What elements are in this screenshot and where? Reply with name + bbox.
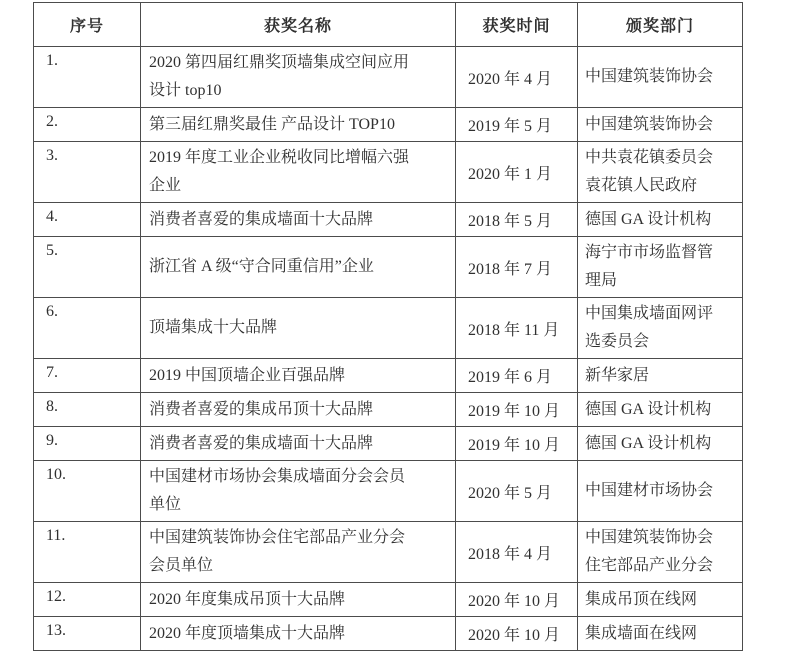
table-row <box>34 583 743 617</box>
table-row <box>34 47 743 108</box>
award-date-cell: 2020 年 5 月 <box>456 461 578 522</box>
award-date-cell: 2020 年 10 月 <box>456 617 578 651</box>
award-dept-cell: 中国建材市场协会 <box>578 461 743 522</box>
serial-cell: 11. <box>34 522 141 583</box>
award-date-cell: 2018 年 7 月 <box>456 237 578 298</box>
award-name-cell: 消费者喜爱的集成墙面十大品牌 <box>141 203 456 237</box>
awards-table <box>33 2 743 651</box>
award-date-cell: 2020 年 4 月 <box>456 47 578 108</box>
award-name-cell: 2019 年度工业企业税收同比增幅六强企业 <box>141 142 456 203</box>
award-name-cell: 浙江省 A 级“守合同重信用”企业 <box>141 237 456 298</box>
award-name-cell: 消费者喜爱的集成墙面十大品牌 <box>141 427 456 461</box>
award-dept-cell: 德国 GA 设计机构 <box>578 393 743 427</box>
award-name-cell: 第三届红鼎奖最佳 产品设计 TOP10 <box>141 108 456 142</box>
serial-cell: 10. <box>34 461 141 522</box>
award-name-cell: 2020 年度集成吊顶十大品牌 <box>141 583 456 617</box>
serial-cell: 5. <box>34 237 141 298</box>
table-row <box>34 359 743 393</box>
serial-cell: 1. <box>34 47 141 108</box>
serial-cell: 9. <box>34 427 141 461</box>
award-dept-cell: 新华家居 <box>578 359 743 393</box>
award-date-cell: 2020 年 10 月 <box>456 583 578 617</box>
table-row <box>34 298 743 359</box>
award-date-cell: 2018 年 5 月 <box>456 203 578 237</box>
serial-cell: 12. <box>34 583 141 617</box>
header-award-dept: 颁奖部门 <box>578 3 743 47</box>
award-name-cell: 消费者喜爱的集成吊顶十大品牌 <box>141 393 456 427</box>
award-name-cell: 中国建材市场协会集成墙面分会会员单位 <box>141 461 456 522</box>
table-row <box>34 237 743 298</box>
table-row <box>34 393 743 427</box>
award-dept-cell: 德国 GA 设计机构 <box>578 427 743 461</box>
table-row <box>34 427 743 461</box>
award-dept-cell: 中国建筑装饰协会 <box>578 47 743 108</box>
table-row <box>34 203 743 237</box>
award-dept-cell: 中共袁花镇委员会 袁花镇人民政府 <box>578 142 743 203</box>
award-dept-cell: 德国 GA 设计机构 <box>578 203 743 237</box>
award-dept-cell: 中国集成墙面网评选委员会 <box>578 298 743 359</box>
table-row <box>34 142 743 203</box>
award-date-cell: 2019 年 10 月 <box>456 427 578 461</box>
header-serial: 序号 <box>34 3 141 47</box>
award-date-cell: 2018 年 11 月 <box>456 298 578 359</box>
award-date-cell: 2019 年 5 月 <box>456 108 578 142</box>
serial-cell: 13. <box>34 617 141 651</box>
award-date-cell: 2019 年 10 月 <box>456 393 578 427</box>
table-row <box>34 522 743 583</box>
award-date-cell: 2020 年 1 月 <box>456 142 578 203</box>
table-row <box>34 461 743 522</box>
serial-cell: 7. <box>34 359 141 393</box>
serial-cell: 6. <box>34 298 141 359</box>
serial-cell: 8. <box>34 393 141 427</box>
serial-cell: 3. <box>34 142 141 203</box>
award-name-cell: 顶墙集成十大品牌 <box>141 298 456 359</box>
table-row <box>34 108 743 142</box>
award-date-cell: 2018 年 4 月 <box>456 522 578 583</box>
award-name-cell: 2020 年度顶墙集成十大品牌 <box>141 617 456 651</box>
award-dept-cell: 集成墙面在线网 <box>578 617 743 651</box>
table-row <box>34 617 743 651</box>
serial-cell: 2. <box>34 108 141 142</box>
award-dept-cell: 集成吊顶在线网 <box>578 583 743 617</box>
header-award-time: 获奖时间 <box>456 3 578 47</box>
award-name-cell: 2019 中国顶墙企业百强品牌 <box>141 359 456 393</box>
award-dept-cell: 海宁市市场监督管理局 <box>578 237 743 298</box>
award-name-cell: 中国建筑装饰协会住宅部品产业分会会员单位 <box>141 522 456 583</box>
serial-cell: 4. <box>34 203 141 237</box>
award-dept-cell: 中国建筑装饰协会住宅部品产业分会 <box>578 522 743 583</box>
award-name-cell: 2020 第四届红鼎奖顶墙集成空间应用设计 top10 <box>141 47 456 108</box>
header-award-name: 获奖名称 <box>141 3 456 47</box>
table-header-row <box>34 3 743 47</box>
award-date-cell: 2019 年 6 月 <box>456 359 578 393</box>
award-dept-cell: 中国建筑装饰协会 <box>578 108 743 142</box>
